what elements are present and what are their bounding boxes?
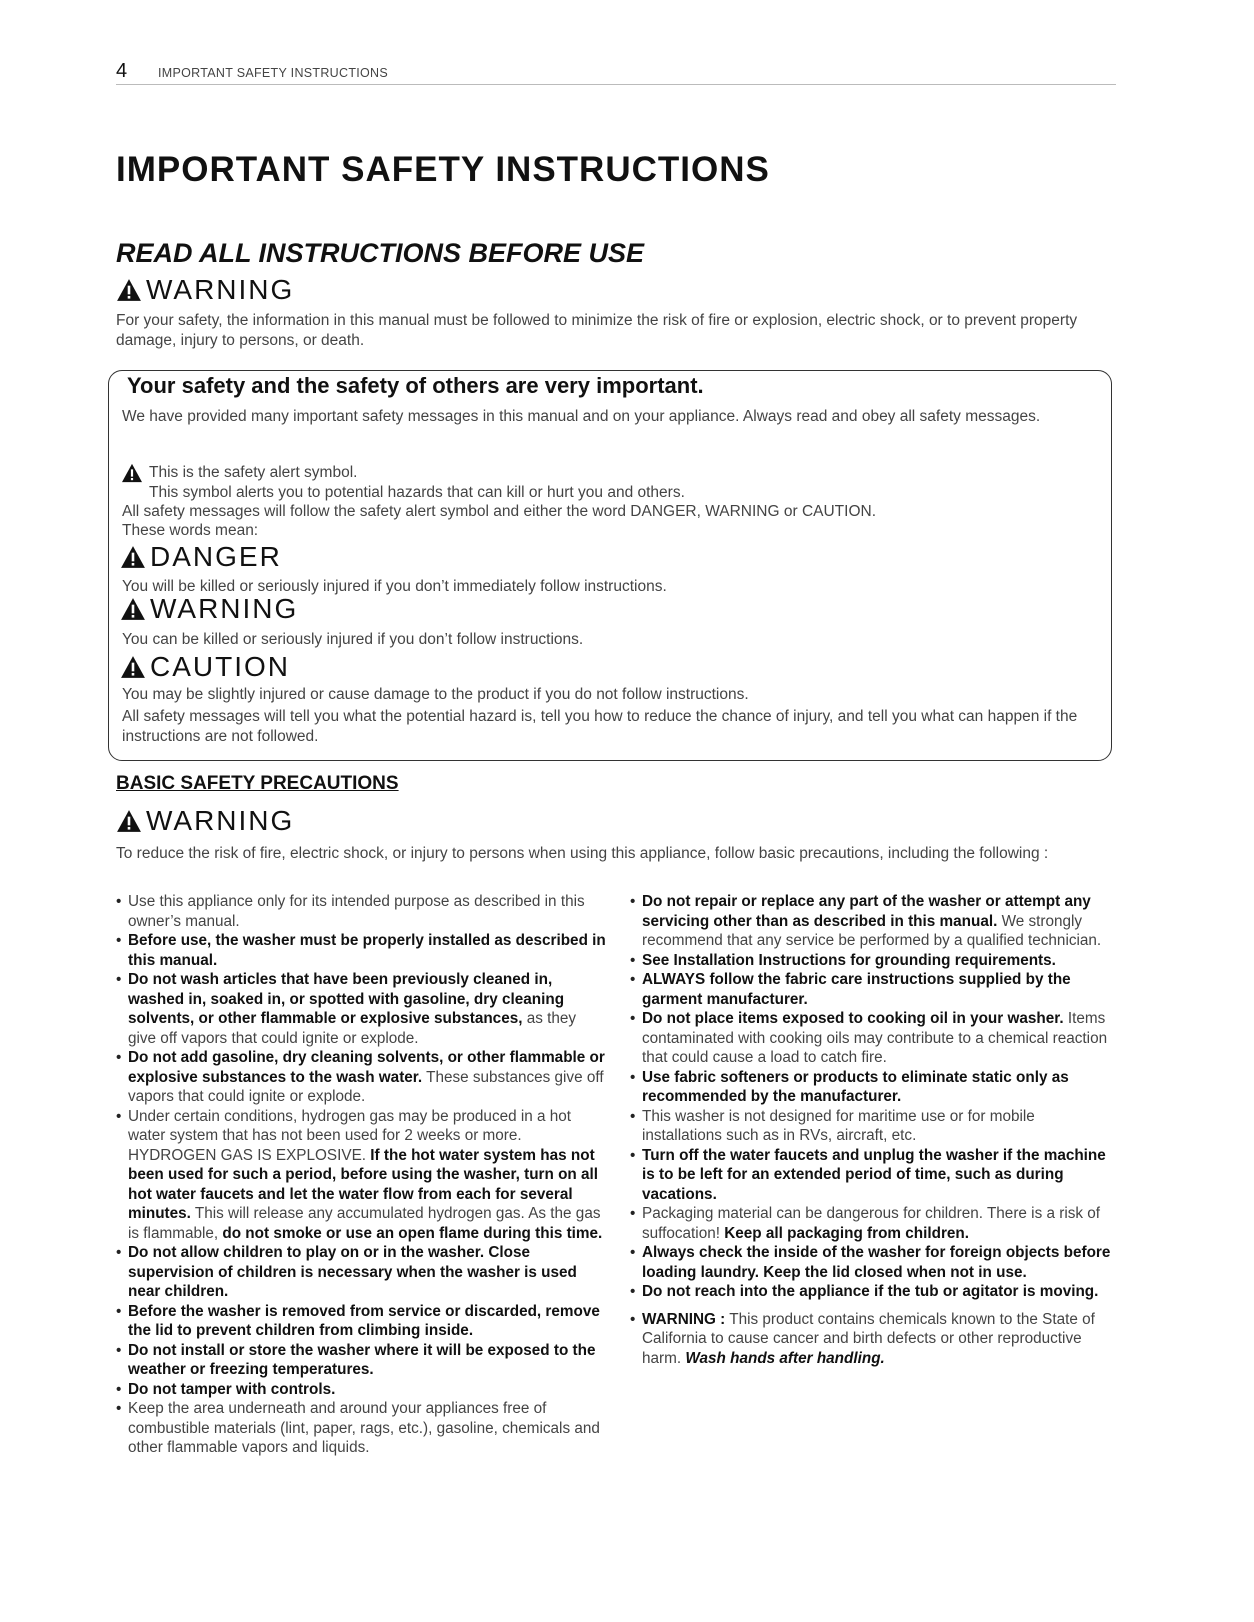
precaution-item: • Do not add gasoline, dry cleaning solvents, or other flammable or explosive substances to the wash water. These substances give off vapors that could ignite or explode.: [116, 1048, 608, 1107]
precautions-right-column: [630, 892, 1112, 1368]
basic-warning-signal-word: [116, 805, 294, 837]
precaution-item: • Use this appliance only for its intended purpose as described in this owner’s manual.: [116, 892, 608, 931]
precaution-item: • Keep the area underneath and around your appliances free of combustible materials (lint, paper, rags, etc.), gasoline, chemicals and other flammable vapors and liquids.: [116, 1399, 608, 1458]
caution-signal-word: [120, 651, 290, 683]
precaution-item: • Do not reach into the appliance if the tub or agitator is moving.: [630, 1282, 1112, 1302]
box-warning-text: You can be killed or seriously injured if you don’t follow instructions.: [122, 631, 584, 648]
page-header: [116, 62, 1116, 85]
alert-icon: [120, 545, 146, 569]
warning-text: For your safety, the information in this manual must be followed to minimize the risk of fire or explosion, electric shock, or to prevent property damage, injury to persons, or death.: [116, 312, 1078, 349]
precaution-item: • Turn off the water faucets and unplug the washer if the machine is to be left for an extended period of time, such as during vacations.: [630, 1146, 1112, 1205]
alert-icon: [120, 655, 146, 679]
precaution-item: • Do not wash articles that have been previously cleaned in, washed in, soaked in, or spotted with gasoline, dry cleaning solvents, or other flammable or explosive substances, as they give off vapors that could ignite or explode.: [116, 970, 608, 1048]
precaution-item: • Do not tamper with controls.: [116, 1380, 608, 1400]
symbol-line-1: This is the safety alert symbol.: [149, 464, 358, 481]
warning-label: WARNING: [146, 274, 295, 305]
box-warning-label: WARNING: [150, 593, 299, 624]
read-all-instructions-heading: READ ALL INSTRUCTIONS BEFORE USE: [116, 238, 645, 268]
danger-text: You will be killed or seriously injured if you don’t immediately follow instructions.: [122, 578, 667, 595]
precaution-item: • Do not place items exposed to cooking oil in your washer. Items contaminated with cooking oils may contribute to a chemical reaction that could cause a load to catch fire.: [630, 1009, 1112, 1068]
warning-signal-word: [116, 274, 294, 306]
caution-text: You may be slightly injured or cause damage to the product if you do not follow instructions.: [122, 686, 749, 703]
precaution-item: • ALWAYS follow the fabric care instructions supplied by the garment manufacturer.: [630, 970, 1112, 1009]
precaution-item: • See Installation Instructions for grounding requirements.: [630, 951, 1112, 971]
safety-box-title: Your safety and the safety of others are very important.: [127, 373, 704, 398]
danger-signal-word: [120, 541, 282, 573]
alert-icon: [120, 597, 146, 621]
precaution-item: • Before use, the washer must be properly installed as described in this manual.: [116, 931, 608, 970]
precaution-item: • Always check the inside of the washer for foreign objects before loading laundry. Keep the lid closed when not in use.: [630, 1243, 1112, 1282]
header-title: IMPORTANT SAFETY INSTRUCTIONS: [158, 66, 389, 80]
precaution-item: • Before the washer is removed from service or discarded, remove the lid to prevent children from climbing inside.: [116, 1302, 608, 1341]
danger-label: DANGER: [150, 541, 282, 572]
page-title: IMPORTANT SAFETY INSTRUCTIONS: [116, 150, 770, 189]
safety-message-box: [108, 370, 1112, 761]
page-number: 4: [116, 60, 128, 82]
symbol-line-2: This symbol alerts you to potential hazards that can kill or hurt you and others.: [149, 484, 685, 501]
precaution-item: • Do not install or store the washer where it will be exposed to the weather or freezing temperatures.: [116, 1341, 608, 1380]
alert-icon: [116, 278, 142, 302]
alert-icon: [121, 463, 143, 483]
precaution-item: • Use fabric softeners or products to eliminate static only as recommended by the manufacturer.: [630, 1068, 1112, 1107]
safety-box-intro: We have provided many important safety messages in this manual and on your appliance. Always read and obey all safety messages.: [122, 408, 1041, 425]
basic-intro: To reduce the risk of fire, electric shock, or injury to persons when using this appliance, follow basic precautions, including the following :: [116, 845, 1049, 862]
safety-box-closing: All safety messages will tell you what the potential hazard is, tell you how to reduce the chance of injury, and tell you what can happen if the instructions are not followed.: [122, 708, 1078, 745]
basic-precautions-heading: BASIC SAFETY PRECAUTIONS: [116, 773, 399, 794]
basic-warning-label: WARNING: [146, 805, 295, 836]
symbol-line-3: All safety messages will follow the safety alert symbol and either the word DANGER, WARNING or CAUTION.: [122, 503, 876, 520]
symbol-line-4: These words mean:: [122, 522, 259, 539]
precaution-item: • WARNING : This product contains chemicals known to the State of California to cause cancer and birth defects or other reproductive harm. Wash hands after handling.: [630, 1310, 1112, 1369]
precaution-item: • This washer is not designed for maritime use or for mobile installations such as in RVs, aircraft, etc.: [630, 1107, 1112, 1146]
precaution-item: • Packaging material can be dangerous for children. There is a risk of suffocation! Keep all packaging from children.: [630, 1204, 1112, 1243]
precaution-item: • Under certain conditions, hydrogen gas may be produced in a hot water system that has not been used for 2 weeks or more. HYDROGEN GAS IS EXPLOSIVE. If the hot water system has not been used for such a period, before using the washer, turn on all hot water faucets and let the water flow from each for several minutes. This will release any accumulated hydrogen gas. As the gas is flammable, do not smoke or use an open flame during this time.: [116, 1107, 608, 1244]
alert-icon: [116, 809, 142, 833]
precaution-item: • Do not allow children to play on or in the washer. Close supervision of children is necessary when the washer is used near children.: [116, 1243, 608, 1302]
precautions-left-column: [116, 892, 608, 1458]
caution-label: CAUTION: [150, 651, 290, 682]
precaution-item: • Do not repair or replace any part of the washer or attempt any servicing other than as described in this manual. We strongly recommend that any service be performed by a qualified technician.: [630, 892, 1112, 951]
warning-signal-word-box: [120, 593, 298, 625]
